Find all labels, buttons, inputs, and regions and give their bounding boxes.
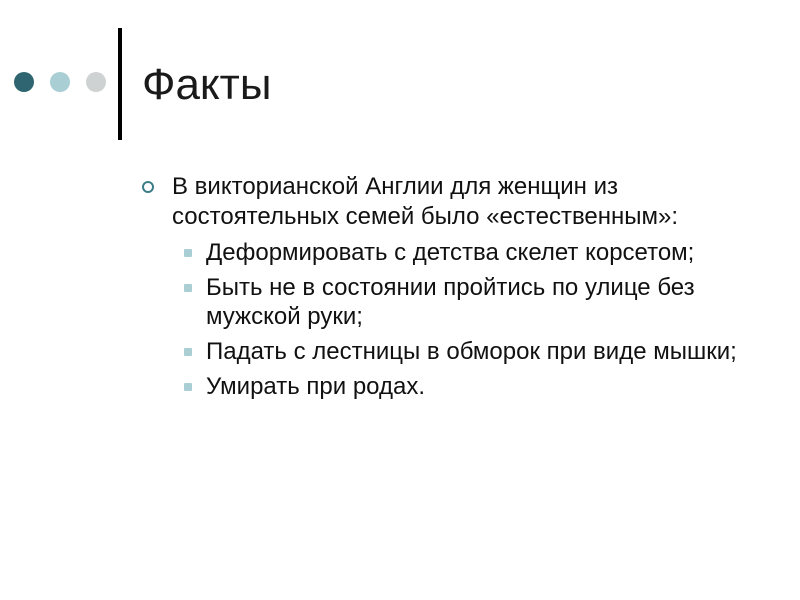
list-item (172, 238, 750, 267)
bullet-list (140, 172, 750, 401)
ring-bullet-icon (142, 181, 154, 193)
sub-bullet-text: Падать с лестницы в обморок при виде мышки; (206, 338, 737, 365)
dot-gray-icon (86, 72, 106, 92)
dot-dark-icon (14, 72, 34, 92)
square-bullet-icon (184, 284, 192, 292)
list-item (140, 172, 750, 401)
square-bullet-icon (184, 383, 192, 391)
bullet-text: В викторианской Англии для женщин из состоятельных семей было «естественным»: (172, 173, 679, 230)
list-item (172, 273, 750, 331)
sub-bullet-text: Деформировать с детства скелет корсетом; (206, 239, 695, 266)
title-divider (118, 28, 122, 140)
slide-title: Факты (142, 60, 272, 109)
dot-light-icon (50, 72, 70, 92)
decorative-dots (14, 72, 106, 92)
sub-bullet-list (172, 238, 750, 401)
slide-content (140, 172, 750, 407)
sub-bullet-text: Умирать при родах. (206, 373, 426, 400)
sub-bullet-text: Быть не в состоянии пройтись по улице без мужской руки; (206, 274, 695, 330)
list-item (172, 372, 750, 401)
square-bullet-icon (184, 249, 192, 257)
square-bullet-icon (184, 348, 192, 356)
list-item (172, 337, 750, 366)
